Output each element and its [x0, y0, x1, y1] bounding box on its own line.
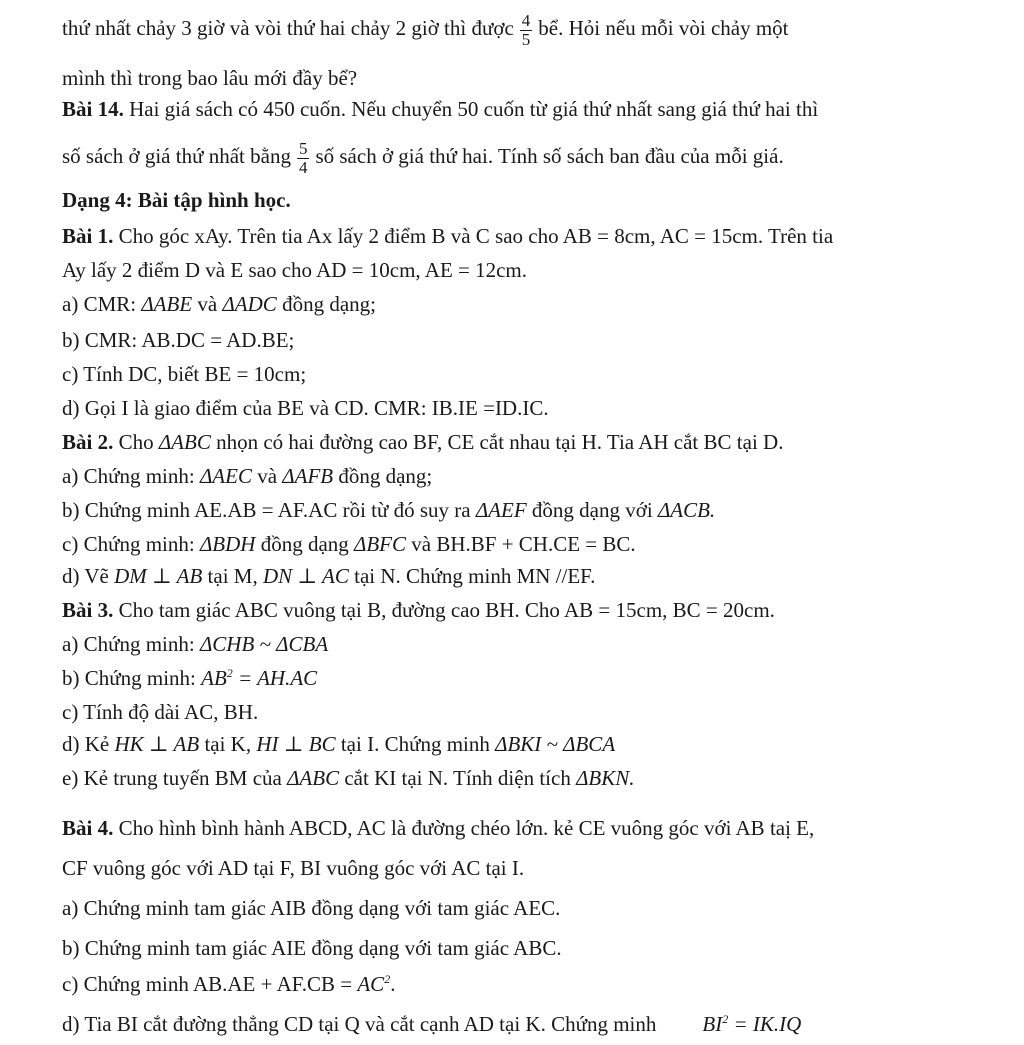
bai-2-b	[62, 500, 715, 521]
math: DN ⊥ AC	[262, 564, 349, 588]
text: a) Chứng minh:	[62, 464, 195, 488]
text: d) Gọi I là giao điểm của BE và CD. CMR: IB.IE =ID.IC.	[62, 396, 549, 420]
problem-label: Bài 14.	[62, 97, 124, 121]
math: ΔABC	[287, 766, 340, 790]
math: ΔABE	[141, 292, 193, 316]
text: mình thì trong bao lâu mới đầy bể?	[62, 66, 358, 90]
math: ΔAEF	[475, 498, 527, 522]
line-1	[62, 12, 789, 49]
numerator: 5	[298, 139, 308, 158]
text: và	[257, 464, 278, 488]
text: a) CMR:	[62, 292, 137, 316]
text: a) Chứng minh tam giác AIB đồng dạng với tam giác AEC.	[62, 896, 561, 920]
exponent: 2	[226, 666, 233, 680]
math: AB	[201, 666, 227, 690]
math: ΔABC	[158, 430, 211, 454]
fraction-5-4	[297, 140, 310, 177]
text: d) Tia BI cắt đường thẳng CD tại Q và cắt cạnh AD tại K. Chứng minh	[62, 1012, 657, 1036]
math: ΔBKN.	[576, 766, 635, 790]
text: d) Kẻ	[62, 732, 110, 756]
bai-1-a	[62, 294, 376, 315]
text: b) Chứng minh:	[62, 666, 196, 690]
text: cắt KI tại N. Tính diện tích	[344, 766, 571, 790]
bai-14-heading	[62, 99, 818, 120]
text: Cho hình bình hành ABCD, AC là đường chéo lớn. kẻ CE vuông góc với AB taị E,	[118, 816, 815, 840]
text: tại K,	[204, 732, 252, 756]
numerator: 4	[521, 11, 531, 30]
math: ΔBFC	[354, 532, 407, 556]
math: ΔACB.	[657, 498, 716, 522]
denominator: 5	[521, 29, 531, 49]
text: nhọn có hai đường cao BF, CE cắt nhau tại H. Tia AH cắt BC tại D.	[216, 430, 784, 454]
denominator: 4	[298, 157, 308, 177]
text: Cho	[118, 430, 154, 454]
bai-2-heading	[62, 432, 783, 453]
text: tại I. Chứng minh	[340, 732, 490, 756]
math: ΔBDH	[199, 532, 256, 556]
bai-3-d	[62, 734, 615, 755]
bai-4-a	[62, 898, 560, 919]
bai-1-b	[62, 330, 294, 351]
text: và	[197, 292, 218, 316]
math: HI ⊥ BC	[256, 732, 336, 756]
bai-4-line-2	[62, 858, 524, 879]
text: c) Chứng minh AB.AE + AF.CB =	[62, 972, 353, 996]
text: e) Kẻ trung tuyến BM của	[62, 766, 282, 790]
text: c) Tính DC, biết BE = 10cm;	[62, 362, 307, 386]
math: BI	[702, 1012, 723, 1036]
math: DM ⊥ AB	[114, 564, 203, 588]
text: b) Chứng minh AE.AB = AF.AC rồi từ đó suy ra	[62, 498, 471, 522]
math: ΔADC	[222, 292, 277, 316]
math: = AH.AC	[238, 666, 318, 690]
exponent: 2	[722, 1012, 729, 1026]
bai-4-c	[62, 974, 395, 995]
text: số sách ở giá thứ nhất bằng	[62, 144, 291, 169]
text: Cho góc xAy. Trên tia Ax lấy 2 điểm B và C sao cho AB = 8cm, AC = 15cm. Trên tia	[118, 224, 834, 248]
bai-3-b	[62, 668, 317, 689]
bai-3-a	[62, 634, 328, 655]
text: Ay lấy 2 điểm D và E sao cho AD = 10cm, AE = 12cm.	[62, 258, 528, 282]
text: a) Chứng minh:	[62, 632, 195, 656]
text: đồng dạng;	[282, 292, 376, 316]
text: đồng dạng	[260, 532, 349, 556]
exponent: 2	[384, 972, 391, 986]
text: số sách ở giá thứ hai. Tính số sách ban đầu của mỗi giá.	[315, 144, 784, 169]
math: ΔBKI ~ ΔBCA	[495, 732, 616, 756]
bai-3-e	[62, 768, 635, 789]
bai-1-heading	[62, 226, 833, 247]
text: d) Vẽ	[62, 564, 109, 588]
bai-3-heading	[62, 600, 775, 621]
math: ΔAFB	[282, 464, 334, 488]
math: ΔCHB ~ ΔCBA	[199, 632, 329, 656]
problem-label: Bài 4.	[62, 816, 114, 840]
text: Dạng 4: Bài tập hình học.	[62, 188, 291, 212]
problem-label: Bài 1.	[62, 224, 114, 248]
bai-1-c	[62, 364, 306, 385]
text: c) Chứng minh:	[62, 532, 195, 556]
text: bể. Hỏi nếu mỗi vòi chảy một	[538, 16, 789, 41]
bai-4-b	[62, 938, 562, 959]
text: CF vuông góc với AD tại F, BI vuông góc với AC tại I.	[62, 856, 525, 880]
line-4	[62, 140, 784, 177]
text: c) Tính độ dài AC, BH.	[62, 700, 259, 724]
math: = IK.IQ	[733, 1012, 802, 1036]
text: thứ nhất chảy 3 giờ và vòi thứ hai chảy 2 giờ thì được	[62, 16, 514, 41]
bai-1-d	[62, 398, 549, 419]
bai-4-d	[62, 1014, 801, 1035]
text: tại N. Chứng minh MN //EF.	[354, 564, 596, 588]
math: ΔAEC	[199, 464, 252, 488]
bai-2-a	[62, 466, 432, 487]
text: tại M,	[207, 564, 258, 588]
bai-1-line-2	[62, 260, 527, 281]
math: AC	[357, 972, 385, 996]
text: và BH.BF + CH.CE = BC.	[411, 532, 636, 556]
text: đồng dạng;	[338, 464, 433, 488]
text: .	[390, 972, 396, 996]
bai-2-c	[62, 534, 636, 555]
text: đồng dạng với	[531, 498, 653, 522]
line-2	[62, 68, 357, 89]
text: b) Chứng minh tam giác AIE đồng dạng với tam giác ABC.	[62, 936, 562, 960]
bai-3-c	[62, 702, 258, 723]
section-heading	[62, 190, 291, 211]
text: Hai giá sách có 450 cuốn. Nếu chuyển 50 cuốn từ giá thứ nhất sang giá thứ hai thì	[129, 97, 819, 121]
fraction-4-5	[520, 12, 533, 49]
problem-label: Bài 2.	[62, 430, 114, 454]
text: b) CMR: AB.DC = AD.BE;	[62, 328, 295, 352]
text: Cho tam giác ABC vuông tại B, đường cao BH. Cho AB = 15cm, BC = 20cm.	[118, 598, 775, 622]
problem-label: Bài 3.	[62, 598, 114, 622]
bai-4-heading	[62, 818, 814, 839]
math: HK ⊥ AB	[114, 732, 200, 756]
bai-2-d	[62, 566, 595, 587]
